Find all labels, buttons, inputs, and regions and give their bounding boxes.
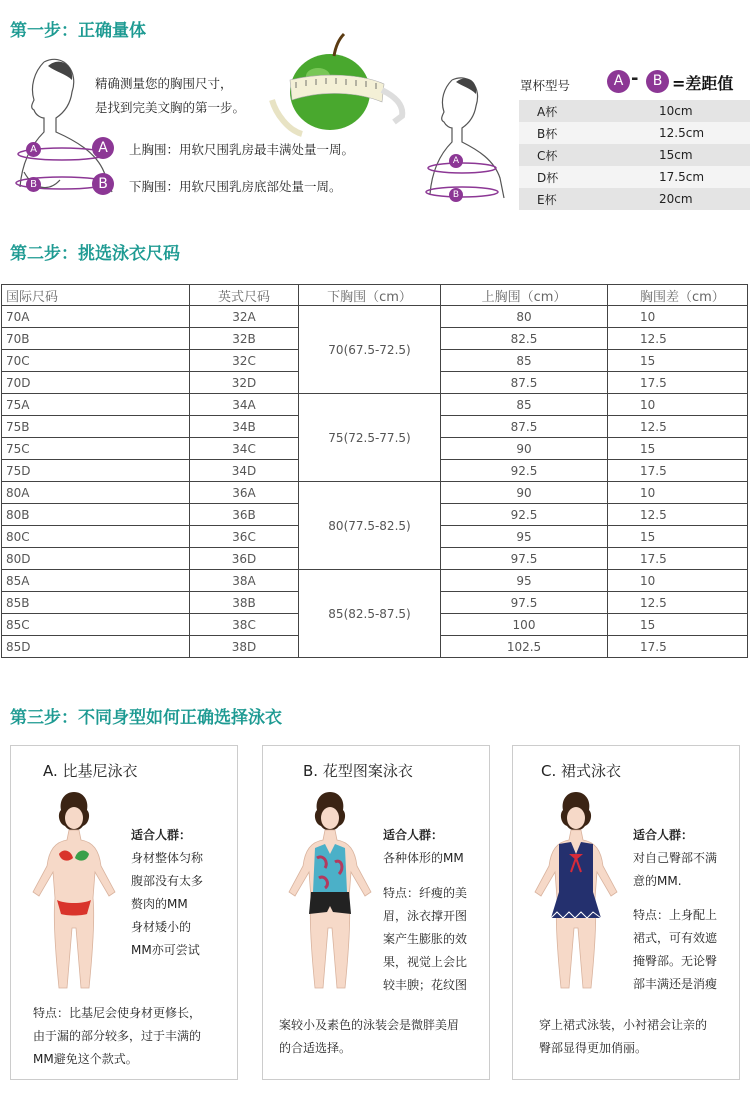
diff-cell: 10cm: [659, 100, 750, 122]
bikini-figure-illustration: [29, 788, 119, 1000]
intl-size-cell: 80B: [2, 504, 190, 526]
uk-size-cell: 32B: [190, 328, 299, 350]
crowd-line: 各种体形的MM: [383, 851, 464, 865]
crowd-text: [383, 824, 464, 870]
overbust-cell: 90: [441, 438, 608, 460]
size-table: [1, 284, 748, 658]
cup-table: [519, 100, 750, 210]
bust-diff-cell: 10: [608, 394, 748, 416]
diff-cell: 17.5cm: [659, 166, 750, 188]
intl-size-cell: 85D: [2, 636, 190, 658]
foot-line: 的合适选择。: [279, 1041, 352, 1055]
underbust-cell: 85(82.5-87.5): [299, 570, 441, 658]
crowd-text: [633, 824, 717, 893]
bust-diff-cell: 17.5: [608, 548, 748, 570]
woman-profile-illustration-2: [418, 70, 510, 204]
overbust-cell: 92.5: [441, 460, 608, 482]
overbust-cell: 102.5: [441, 636, 608, 658]
table-row: [2, 394, 748, 416]
feature-line: 案产生膨胀的效: [383, 932, 468, 946]
formula-result: =差距值: [672, 74, 734, 93]
formula-a-icon: A: [607, 70, 630, 93]
card-title: B. 花型图案泳衣: [303, 762, 413, 780]
feature-line: 特点：纤瘦的美: [383, 886, 468, 900]
foot-line: 臀部显得更加俏丽。: [539, 1041, 648, 1055]
label-b-icon: B: [92, 173, 114, 195]
col-header-uk: 英式尺码: [190, 285, 299, 306]
intl-size-cell: 70B: [2, 328, 190, 350]
col-header-intl: 国际尺码: [2, 285, 190, 306]
uk-size-cell: 32D: [190, 372, 299, 394]
feature-line: 部丰满还是消瘦: [633, 977, 718, 991]
skirt-swimsuit-figure-illustration: [531, 788, 621, 1000]
table-row: [519, 188, 750, 210]
cup-cell: D杯: [519, 166, 659, 188]
foot-line: 由于漏的部分较多，过于丰满的: [33, 1029, 202, 1043]
intl-size-cell: 70D: [2, 372, 190, 394]
intl-size-cell: 75D: [2, 460, 190, 482]
crowd-text: [131, 824, 203, 962]
diff-cell: 20cm: [659, 188, 750, 210]
crowd-label: 适合人群：: [633, 828, 694, 842]
marker-a-icon: A: [26, 142, 41, 157]
crowd-line: 意的MM.: [633, 874, 682, 888]
intl-size-cell: 85C: [2, 614, 190, 636]
uk-size-cell: 36A: [190, 482, 299, 504]
marker-a-icon-2: A: [449, 154, 463, 168]
bust-diff-cell: 17.5: [608, 636, 748, 658]
intl-size-cell: 75B: [2, 416, 190, 438]
uk-size-cell: 36B: [190, 504, 299, 526]
feature-text: [383, 882, 467, 997]
table-row: [2, 482, 748, 504]
foot-text: [539, 1014, 707, 1060]
col-header-under: 下胸围（cm）: [299, 285, 441, 306]
card-title: C. 裙式泳衣: [541, 762, 622, 780]
step2-title: 第二步：挑选泳衣尺码: [10, 244, 180, 264]
intro-line-2: 是找到完美文胸的第一步。: [95, 100, 246, 115]
bust-diff-cell: 17.5: [608, 460, 748, 482]
bust-diff-cell: 10: [608, 482, 748, 504]
col-header-diff: 胸围差（cm）: [608, 285, 748, 306]
bust-diff-cell: 15: [608, 438, 748, 460]
card-pattern: [262, 745, 490, 1080]
foot-text: [279, 1014, 459, 1060]
overbust-cell: 95: [441, 526, 608, 548]
cup-cell: B杯: [519, 122, 659, 144]
table-row: [519, 166, 750, 188]
diff-cell: 12.5cm: [659, 122, 750, 144]
card-title: A. 比基尼泳衣: [43, 762, 138, 780]
step1-title: 第一步：正确量体: [10, 21, 146, 41]
feature-text: [633, 904, 717, 996]
table-row: [519, 100, 750, 122]
bust-diff-cell: 12.5: [608, 328, 748, 350]
overbust-cell: 92.5: [441, 504, 608, 526]
uk-size-cell: 34D: [190, 460, 299, 482]
card-bikini: [10, 745, 238, 1080]
table-row: [2, 570, 748, 592]
uk-size-cell: 38B: [190, 592, 299, 614]
pattern-swimsuit-figure-illustration: [285, 788, 375, 1000]
formula-b-icon: B: [646, 70, 669, 93]
overbust-cell: 85: [441, 394, 608, 416]
cup-cell: E杯: [519, 188, 659, 210]
marker-b-icon: B: [26, 177, 41, 192]
overbust-cell: 87.5: [441, 372, 608, 394]
intl-size-cell: 80C: [2, 526, 190, 548]
underbust-cell: 75(72.5-77.5): [299, 394, 441, 482]
uk-size-cell: 34C: [190, 438, 299, 460]
overbust-cell: 80: [441, 306, 608, 328]
table-row: [2, 306, 748, 328]
feature-text: [33, 1002, 201, 1071]
bust-diff-cell: 12.5: [608, 592, 748, 614]
crowd-line: 身材整体匀称: [131, 851, 204, 865]
step3-title: 第三步：不同身型如何正确选择泳衣: [10, 708, 282, 728]
cup-header: 罩杯型号: [520, 78, 571, 93]
feature-line: 果，视觉上会比: [383, 955, 468, 969]
intl-size-cell: 85B: [2, 592, 190, 614]
uk-size-cell: 34A: [190, 394, 299, 416]
apple-tape-measure-illustration: [262, 30, 412, 142]
crowd-line: 腹部没有太多: [131, 874, 204, 888]
crowd-label: 适合人群：: [383, 828, 444, 842]
crowd-line: 赘肉的MM: [131, 897, 188, 911]
formula-minus: -: [631, 68, 639, 89]
bust-diff-cell: 10: [608, 570, 748, 592]
crowd-label: 适合人群：: [131, 828, 192, 842]
bust-diff-cell: 15: [608, 614, 748, 636]
table-row: [519, 144, 750, 166]
feature-line: 眉，泳衣撑开图: [383, 909, 468, 923]
uk-size-cell: 32C: [190, 350, 299, 372]
foot-line: 穿上裙式泳装，小衬裙会让亲的: [539, 1018, 708, 1032]
bust-diff-cell: 10: [608, 306, 748, 328]
intl-size-cell: 75C: [2, 438, 190, 460]
a-description: 上胸围：用软尺围乳房最丰满处量一周。: [129, 142, 355, 157]
crowd-line: 对自己臀部不满: [633, 851, 718, 865]
intl-size-cell: 80D: [2, 548, 190, 570]
overbust-cell: 95: [441, 570, 608, 592]
bust-diff-cell: 17.5: [608, 372, 748, 394]
foot-line: 案较小及素色的泳装会是微胖美眉: [279, 1018, 460, 1032]
uk-size-cell: 36D: [190, 548, 299, 570]
bust-diff-cell: 12.5: [608, 416, 748, 438]
feature-line: 掩臀部。无论臀: [633, 954, 718, 968]
marker-b-icon-2: B: [449, 188, 463, 202]
feature-line: 特点：上身配上: [633, 908, 718, 922]
bust-diff-cell: 15: [608, 526, 748, 548]
table-header-row: [2, 285, 748, 306]
overbust-cell: 85: [441, 350, 608, 372]
uk-size-cell: 38A: [190, 570, 299, 592]
overbust-cell: 100: [441, 614, 608, 636]
cup-cell: A杯: [519, 100, 659, 122]
b-description: 下胸围：用软尺围乳房底部处量一周。: [129, 179, 342, 194]
overbust-cell: 97.5: [441, 592, 608, 614]
overbust-cell: 97.5: [441, 548, 608, 570]
intro-line-1: 精确测量您的胸围尺寸，: [95, 76, 233, 91]
uk-size-cell: 32A: [190, 306, 299, 328]
uk-size-cell: 38C: [190, 614, 299, 636]
overbust-cell: 82.5: [441, 328, 608, 350]
bust-diff-cell: 15: [608, 350, 748, 372]
overbust-cell: 90: [441, 482, 608, 504]
feature-line: 裙式，可有效遮: [633, 931, 718, 945]
card-skirt: [512, 745, 740, 1080]
uk-size-cell: 34B: [190, 416, 299, 438]
uk-size-cell: 38D: [190, 636, 299, 658]
intl-size-cell: 75A: [2, 394, 190, 416]
intl-size-cell: 70A: [2, 306, 190, 328]
col-header-over: 上胸围（cm）: [441, 285, 608, 306]
overbust-cell: 87.5: [441, 416, 608, 438]
bust-diff-cell: 12.5: [608, 504, 748, 526]
table-row: [519, 122, 750, 144]
underbust-cell: 80(77.5-82.5): [299, 482, 441, 570]
foot-line: 特点：比基尼会使身材更修长，: [33, 1006, 202, 1020]
feature-line: 较丰腴；花纹图: [383, 978, 468, 992]
intl-size-cell: 85A: [2, 570, 190, 592]
label-a-icon: A: [92, 137, 114, 159]
crowd-line: 身材矮小的: [131, 920, 192, 934]
underbust-cell: 70(67.5-72.5): [299, 306, 441, 394]
intl-size-cell: 80A: [2, 482, 190, 504]
cup-cell: C杯: [519, 144, 659, 166]
uk-size-cell: 36C: [190, 526, 299, 548]
diff-cell: 15cm: [659, 144, 750, 166]
crowd-line: MM亦可尝试: [131, 943, 200, 957]
foot-line: MM避免这个款式。: [33, 1052, 138, 1066]
intl-size-cell: 70C: [2, 350, 190, 372]
